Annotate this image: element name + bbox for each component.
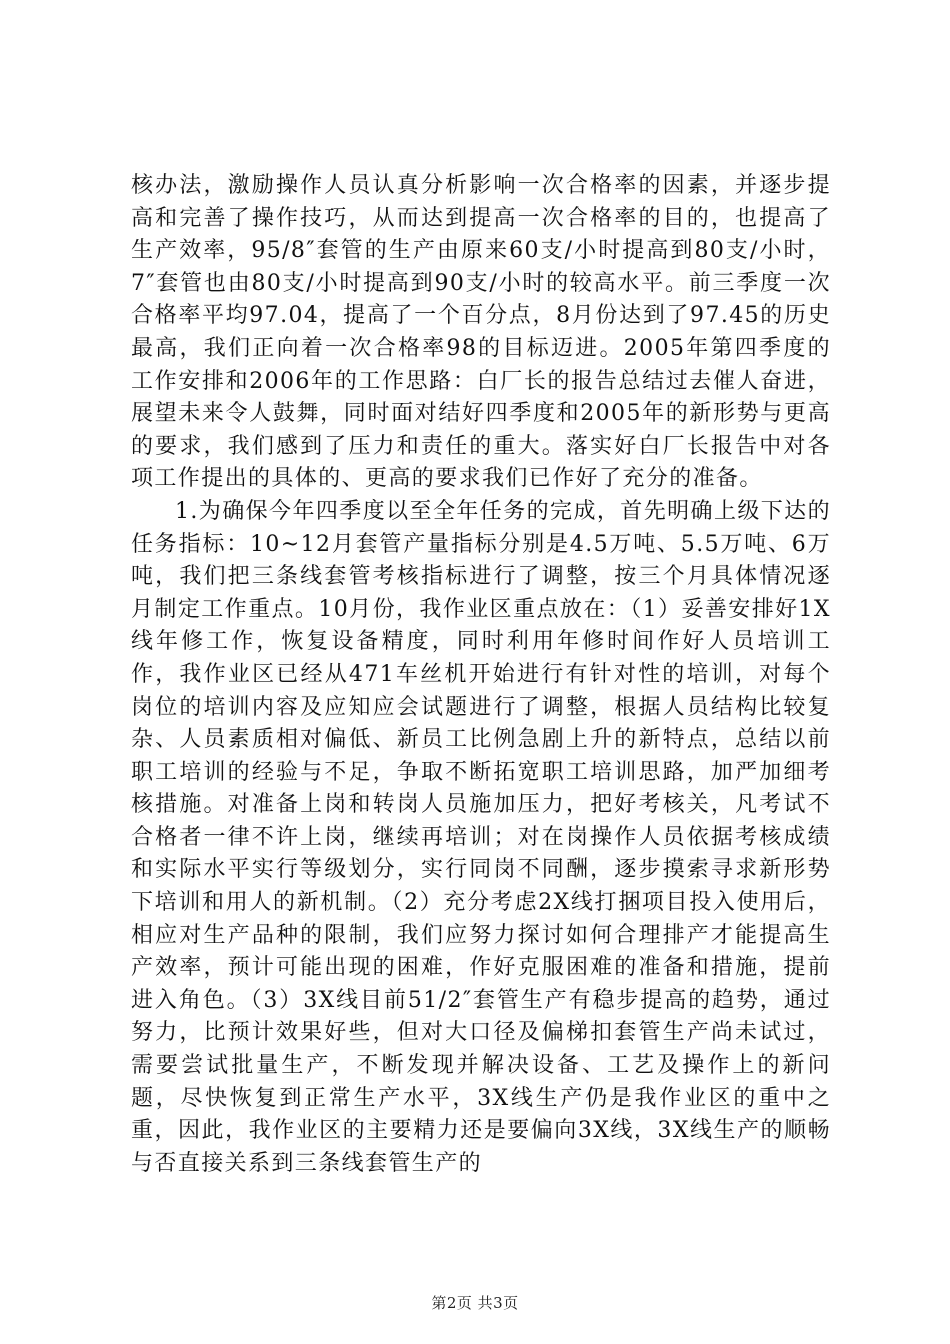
- page-footer: 第2页 共3页: [431, 1294, 519, 1312]
- paragraph-2: 1.为确保今年四季度以至全年任务的完成，首先明确上级下达的任务指标：10~12月套管产量指标分别是4.5万吨、5.5万吨、6万吨，我们把三条线套管考核指标进行了调整，按三个月具体情况逐月制定工作重点。10月份，我作业区重点放在：（1）妥善安排好1X线年修工作，恢复设备精度，同时利用年修时间作好人员培训工作，我作业区已经从471车丝机开始进行有针对性的培训，对每个岗位的培训内容及应知应会试题进行了调整，根据人员结构比较复杂、人员素质相对偏低、新员工比例急剧上升的新特点，总结以前职工培训的经验与不足，争取不断拓宽职工培训思路，加严加细考核措施。对准备上岗和转岗人员施加压力，把好考核关，凡考试不合格者一律不许上岗，继续再培训；对在岗操作人员依据考核成绩和实际水平实行等级划分，实行同岗不同酬，逐步摸索寻求新形势下培训和用人的新机制。（2）充分考虑2X线打捆项目投入使用后，相应对生产品种的限制，我们应努力探讨如何合理排产才能提高生产效率，预计可能出现的困难，作好克服困难的准备和措施，提前进入角色。（3）3X线目前51/2″套管生产有稳步提高的趋势，通过努力，比预计效果好些，但对大口径及偏梯扣套管生产尚未试过，需要尝试批量生产，不断发现并解决设备、工艺及操作上的新问题，尽快恢复到正常生产水平，3X线生产仍是我作业区的重中之重，因此，我作业区的主要精力还是要偏向3X线，3X线生产的顺畅与否直接关系到三条线套管生产的: [131, 498, 831, 1176]
- paragraph-1: 核办法，激励操作人员认真分析影响一次合格率的因素，并逐步提高和完善了操作技巧，从而达到提高一次合格率的目的，也提高了生产效率，95/8″套管的生产由原来60支/小时提高到80支/小时，7″套管也由80支/小时提高到90支/小时的较高水平。前三季度一次合格率平均97.04，提高了一个百分点，8月份达到了97.45的历史最高，我们正向着一次合格率98的目标迈进。2005年第四季度的工作安排和2006年的工作思路：白厂长的报告总结过去催人奋进，展望未来令人鼓舞，同时面对结好四季度和2005年的新形势与更高的要求，我们感到了压力和责任的重大。落实好白厂长报告中对各项工作提出的具体的、更高的要求我们已作好了充分的准备。: [131, 173, 831, 492]
- body-text: [131, 170, 831, 1180]
